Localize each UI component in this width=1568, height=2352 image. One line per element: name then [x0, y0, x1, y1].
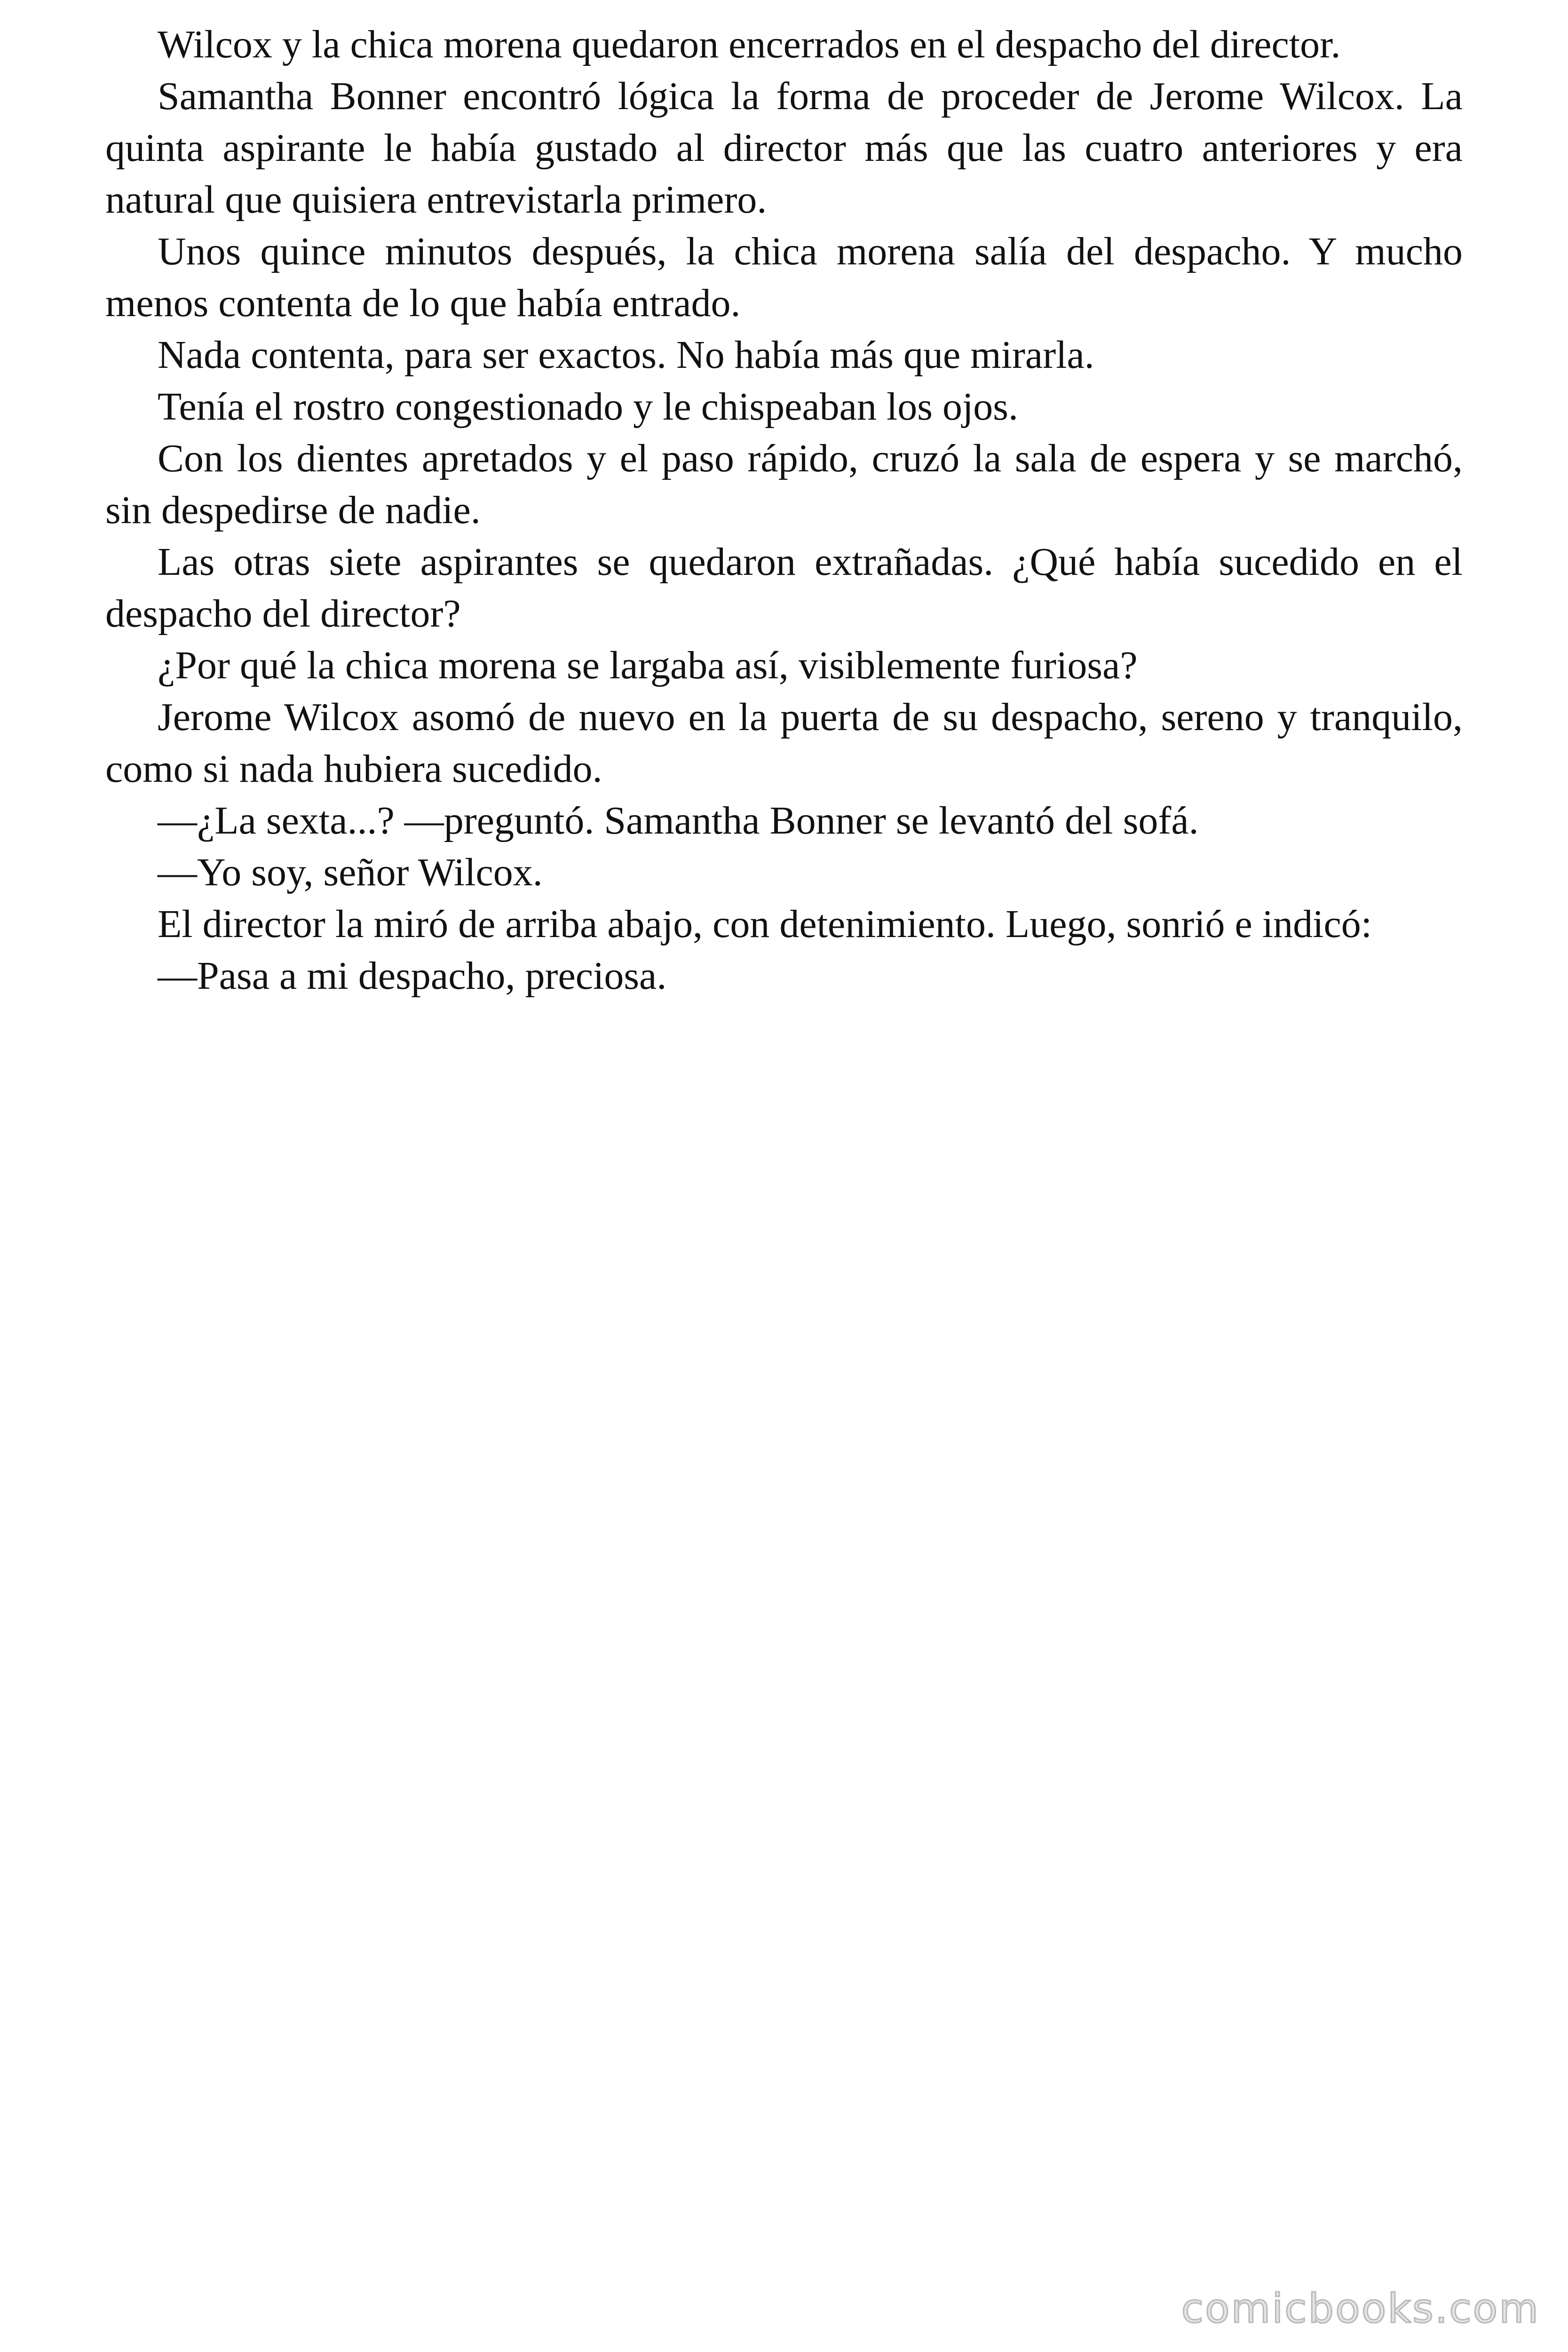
- paragraph: —Yo soy, señor Wilcox.: [158, 850, 543, 894]
- paragraph: Unos quince minutos después, la chica morena salía del despacho. Y mucho menos contenta de lo que había entrado.: [105, 230, 1463, 325]
- paragraph: ¿Por qué la chica morena se largaba así, visiblemente furiosa?: [158, 644, 1138, 687]
- paragraph: Las otras siete aspirantes se quedaron extrañadas. ¿Qué había sucedido en el despacho del director?: [105, 540, 1463, 636]
- paragraph: —Pasa a mi despacho, preciosa.: [158, 954, 667, 998]
- paragraph: Wilcox y la chica morena quedaron encerrados en el despacho del director.: [158, 23, 1341, 66]
- paragraph: Nada contenta, para ser exactos. No había más que mirarla.: [158, 333, 1094, 377]
- watermark: comicbooks.com: [1181, 2285, 1540, 2332]
- page-body: [105, 19, 1463, 1002]
- paragraph: El director la miró de arriba abajo, con detenimiento. Luego, sonrió e indicó:: [158, 902, 1372, 946]
- paragraph: Jerome Wilcox asomó de nuevo en la puerta de su despacho, sereno y tranquilo, como si nada hubiera sucedido.: [105, 695, 1463, 791]
- paragraph: Samantha Bonner encontró lógica la forma de proceder de Jerome Wilcox. La quinta aspirante le había gustado al director más que las cuatro anteriores y era natural que quisiera entrevistarla primero.: [105, 74, 1463, 222]
- paragraph: Tenía el rostro congestionado y le chispeaban los ojos.: [158, 385, 1018, 429]
- paragraph: —¿La sexta...? —preguntó. Samantha Bonner se levantó del sofá.: [158, 799, 1199, 842]
- paragraph: Con los dientes apretados y el paso rápido, cruzó la sala de espera y se marchó, sin despedirse de nadie.: [105, 437, 1463, 532]
